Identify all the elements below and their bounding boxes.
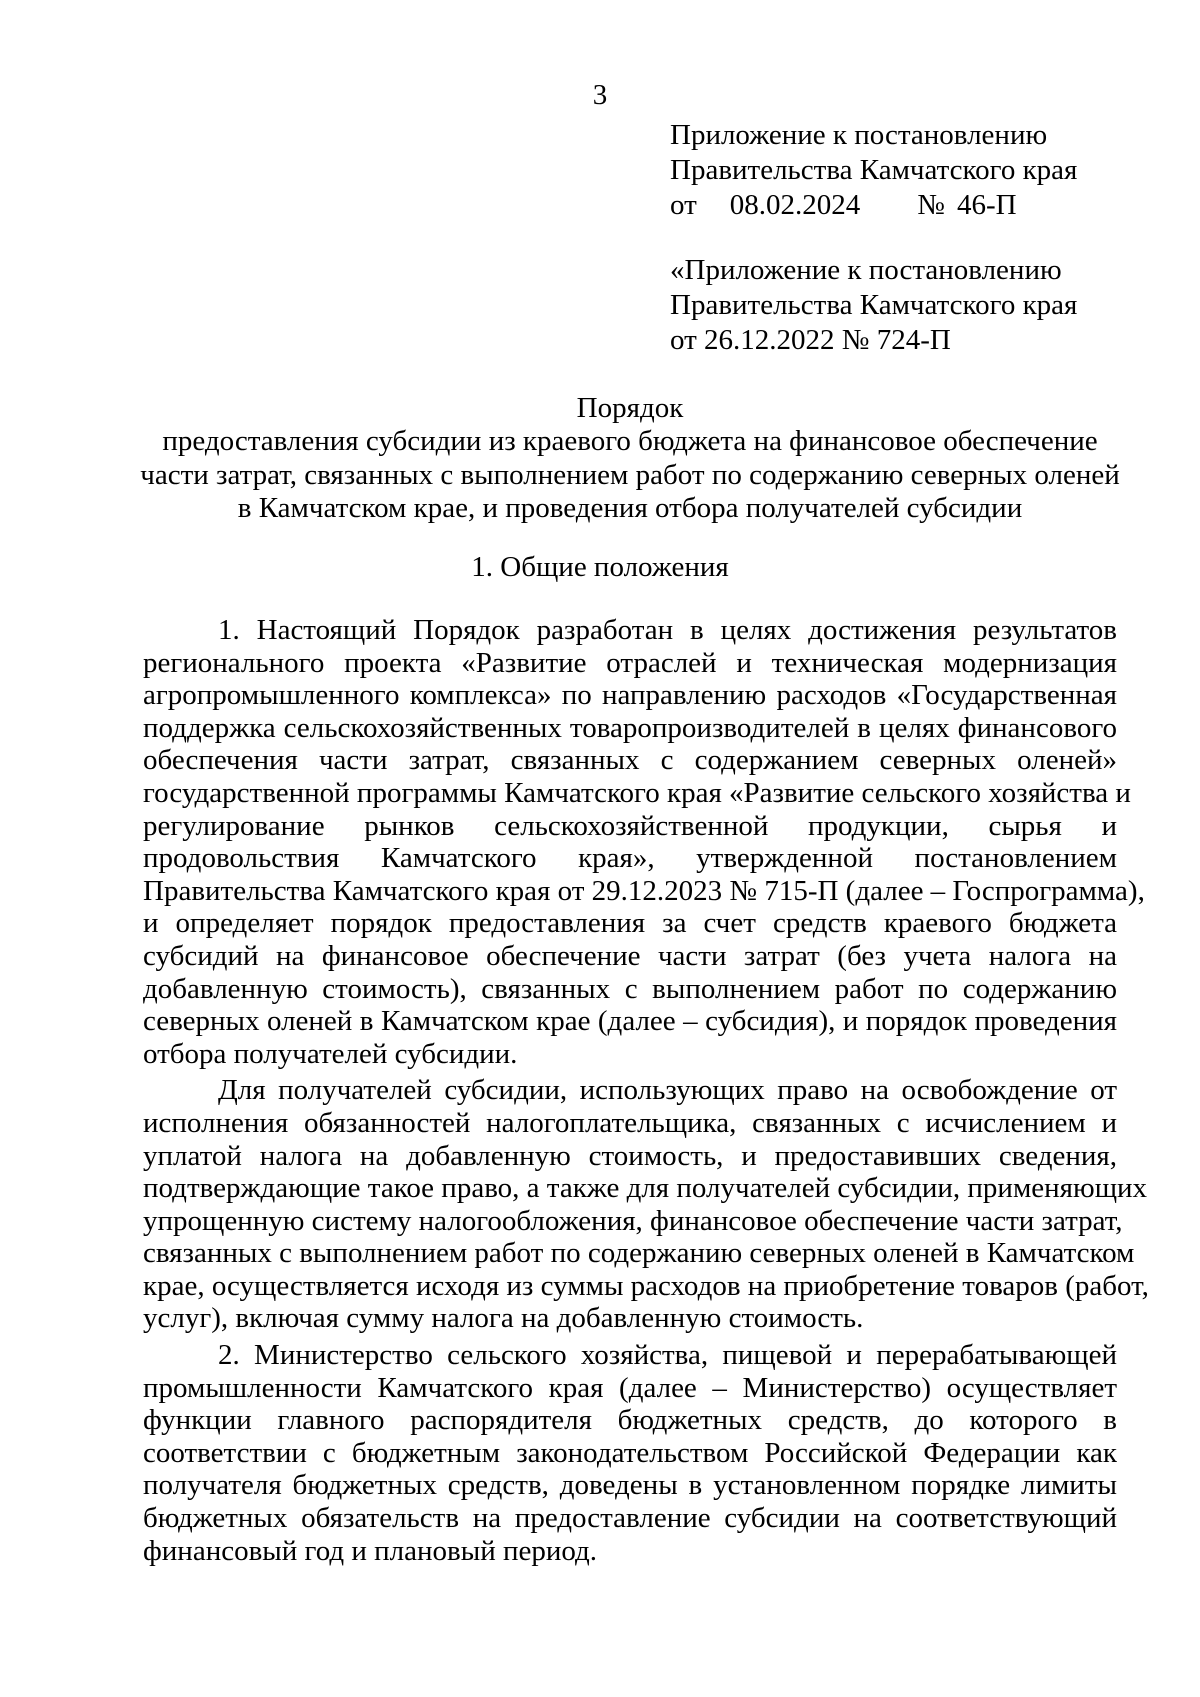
text-line: связанных с выполнением работ по содержанию северных оленей в Камчатском xyxy=(143,1237,1135,1270)
decree-date: 08.02.2024 xyxy=(729,189,861,221)
paragraph-3 xyxy=(143,1339,1117,1567)
document-title xyxy=(140,392,1120,525)
title-line2: предоставления субсидии из краевого бюджета на финансовое обеспечение xyxy=(162,425,1098,458)
text-line: государственной программы Камчатского края «Развитие сельского хозяйства и xyxy=(143,776,1131,809)
text-line: Для получателей субсидии, использующих право на освобождение от xyxy=(218,1074,1117,1107)
text-line: услуг), включая сумму налога на добавленную стоимость. xyxy=(143,1302,864,1335)
text-line: получателя бюджетных средств, доведены в установленном порядке лимиты xyxy=(143,1469,1117,1502)
text-line: упрощенную систему налогообложения, финансовое обеспечение части затрат, xyxy=(143,1204,1123,1237)
title-line3: части затрат, связанных с выполнением работ по содержанию северных оленей xyxy=(140,458,1120,491)
text-line: исполнения обязанностей налогоплательщика, связанных с исчислением и xyxy=(143,1106,1117,1139)
appendix-current-line1: Приложение к постановлению xyxy=(670,119,1048,151)
appendix-previous-line1: «Приложение к постановлению xyxy=(670,254,1062,286)
section-heading: 1. Общие положения xyxy=(471,551,729,583)
text-line: северных оленей в Камчатском крае (далее – субсидия), и порядок проведения xyxy=(143,1005,1117,1038)
text-line: функции главного распорядителя бюджетных средств, до которого в xyxy=(143,1404,1117,1437)
number-sign: № xyxy=(917,189,945,221)
appendix-current-date-line xyxy=(670,188,1077,223)
text-line: крае, осуществляется исходя из суммы расходов на приобретение товаров (работ, xyxy=(143,1269,1149,1302)
title-line4: в Камчатском крае, и проведения отбора получателей субсидии xyxy=(237,491,1023,524)
appendix-current xyxy=(670,118,1077,223)
appendix-current-line2: Правительства Камчатского края xyxy=(670,154,1078,186)
text-line: агропромышленного комплекса» по направлению расходов «Государственная xyxy=(143,679,1117,712)
text-line: отбора получателей субсидии. xyxy=(143,1037,518,1070)
text-line: соответствии с бюджетным законодательством Российской Федерации как xyxy=(143,1436,1117,1469)
appendix-previous-line2: Правительства Камчатского края xyxy=(670,289,1078,321)
text-line: регионального проекта «Развитие отраслей и техническая модернизация xyxy=(143,646,1117,679)
paragraph-1 xyxy=(143,614,1145,1070)
text-line: подтверждающие такое право, а также для получателей субсидии, применяющих xyxy=(143,1172,1148,1205)
from-label: от xyxy=(670,189,697,221)
text-line: 2. Министерство сельского хозяйства, пищевой и перерабатывающей xyxy=(218,1339,1117,1372)
text-line: 1. Настоящий Порядок разработан в целях достижения результатов xyxy=(218,614,1117,646)
decree-number: 46-П xyxy=(956,189,1017,221)
text-line: продовольствия Камчатского края», утвержденной постановлением xyxy=(143,842,1117,875)
appendix-previous-line3: от 26.12.2022 № 724-П xyxy=(670,324,951,356)
text-line: обеспечения части затрат, связанных с содержанием северных оленей» xyxy=(143,744,1117,777)
title-line1: Порядок xyxy=(576,392,684,424)
body-text xyxy=(143,614,1149,1571)
text-line: и определяет порядок предоставления за счет средств краевого бюджета xyxy=(143,907,1117,940)
text-line: поддержка сельскохозяйственных товаропроизводителей в целях финансового xyxy=(143,711,1117,744)
text-line: бюджетных обязательств на предоставление субсидии на соответствующий xyxy=(143,1502,1117,1535)
text-line: финансовый год и плановый период. xyxy=(143,1534,598,1567)
text-line: промышленности Камчатского края (далее – Министерство) осуществляет xyxy=(143,1371,1117,1404)
paragraph-2 xyxy=(143,1074,1149,1335)
text-line: Правительства Камчатского края от 29.12.2023 № 715-П (далее – Госпрограмма), xyxy=(143,874,1145,907)
text-line: регулирование рынков сельскохозяйственной продукции, сырья и xyxy=(143,809,1117,842)
text-line: уплатой налога на добавленную стоимость, и предоставивших сведения, xyxy=(143,1139,1117,1172)
text-line: добавленную стоимость), связанных с выполнением работ по содержанию xyxy=(143,972,1117,1005)
appendix-previous xyxy=(670,253,1077,358)
page-number: 3 xyxy=(592,79,608,111)
text-line: субсидий на финансовое обеспечение части затрат (без учета налога на xyxy=(143,939,1117,972)
